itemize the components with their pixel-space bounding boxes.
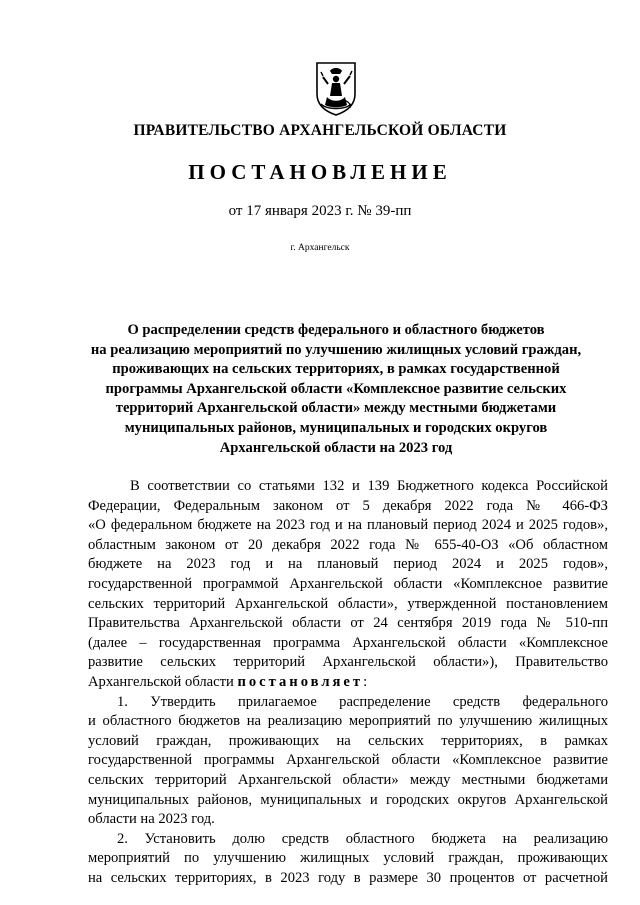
preamble-line: Федерации, Федеральным законом от 5 декабря 2022 года № 466-ФЗ	[88, 497, 608, 514]
preamble-end: Архангельской области	[88, 673, 234, 690]
item-1-line: и областного бюджетов на реализацию мероприятий по улучшению жилищных	[88, 713, 608, 730]
item-2-line: мероприятий по улучшению жилищных условий граждан, проживающих	[88, 850, 608, 867]
preamble-line: областным законом от 20 декабря 2022 года № 655-40-ОЗ «Об областном	[88, 536, 608, 553]
preamble-line: развитие сельских территорий Архангельской области»), Правительство	[88, 654, 608, 671]
subject-line: О распределении средств федерального и областного бюджетов	[127, 322, 545, 338]
preamble-line: «О федеральном бюджете на 2023 год и на плановый период 2024 и 2025 годов»,	[88, 517, 608, 534]
subject-line: проживающих на сельских территориях, в рамках государственной	[112, 361, 560, 378]
preamble-line: (далее – государственная программа Архангельской области «Комплексное	[88, 634, 608, 651]
decree-line	[88, 673, 608, 693]
decree-colon: :	[363, 673, 368, 690]
subject-line: территорий Архангельской области» между местными бюджетами	[115, 400, 557, 417]
preamble-line: государственной программой Архангельской области «Комплексное развитие	[88, 575, 608, 592]
subject-line: на реализацию мероприятий по улучшению жилищных условий граждан,	[90, 341, 582, 358]
item-2-line: 2. Установить долю средств областного бюджета на реализацию	[117, 830, 608, 847]
subject-line: программы Архангельской области «Комплексное развитие сельских	[105, 380, 567, 397]
preamble-line: Правительства Архангельской области от 24 сентября 2019 года № 510-пп	[88, 615, 608, 632]
document-date-number: от 17 января 2023 г. № 39-пп	[228, 203, 412, 219]
government-title: ПРАВИТЕЛЬСТВО АРХАНГЕЛЬСКОЙ ОБЛАСТИ	[133, 122, 507, 139]
item-1-line: 1. Утвердить прилагаемое распределение средств федерального	[117, 693, 608, 710]
preamble-line: бюджете на 2023 год и на плановый период 2024 и 2025 годов»,	[88, 556, 608, 573]
decree-word: постановляет	[237, 673, 364, 690]
item-1-line: области на 2023 год.	[88, 811, 215, 828]
document-subject	[60, 321, 612, 458]
item-1-line: условий граждан, проживающих на сельских территориях, в рамках	[88, 732, 608, 749]
item-1-line: муниципальных районов, муниципальных и городских округов Архангельской	[88, 791, 608, 808]
document-body	[88, 477, 608, 888]
document-type: ПОСТАНОВЛЕНИЕ	[188, 160, 452, 184]
preamble-line: В соответствии со статьями 132 и 139 Бюджетного кодекса Российской	[130, 478, 608, 494]
item-2-line: на сельских территориях, в 2023 году в размере 30 процентов от расчетной	[88, 869, 608, 886]
coat-of-arms-emblem	[313, 60, 359, 116]
preamble-line: сельских территорий Архангельской области», утвержденной постановлением	[88, 595, 608, 612]
subject-line: муниципальных районов, муниципальных и городских округов	[124, 419, 548, 436]
item-1-line: государственной программы Архангельской области «Комплексное развитие	[88, 752, 608, 769]
subject-line: Архангельской области на 2023 год	[219, 439, 453, 456]
item-1-line: сельских территорий Архангельской области» между местными бюджетами	[88, 771, 608, 788]
document-city: г. Архангельск	[290, 243, 350, 253]
